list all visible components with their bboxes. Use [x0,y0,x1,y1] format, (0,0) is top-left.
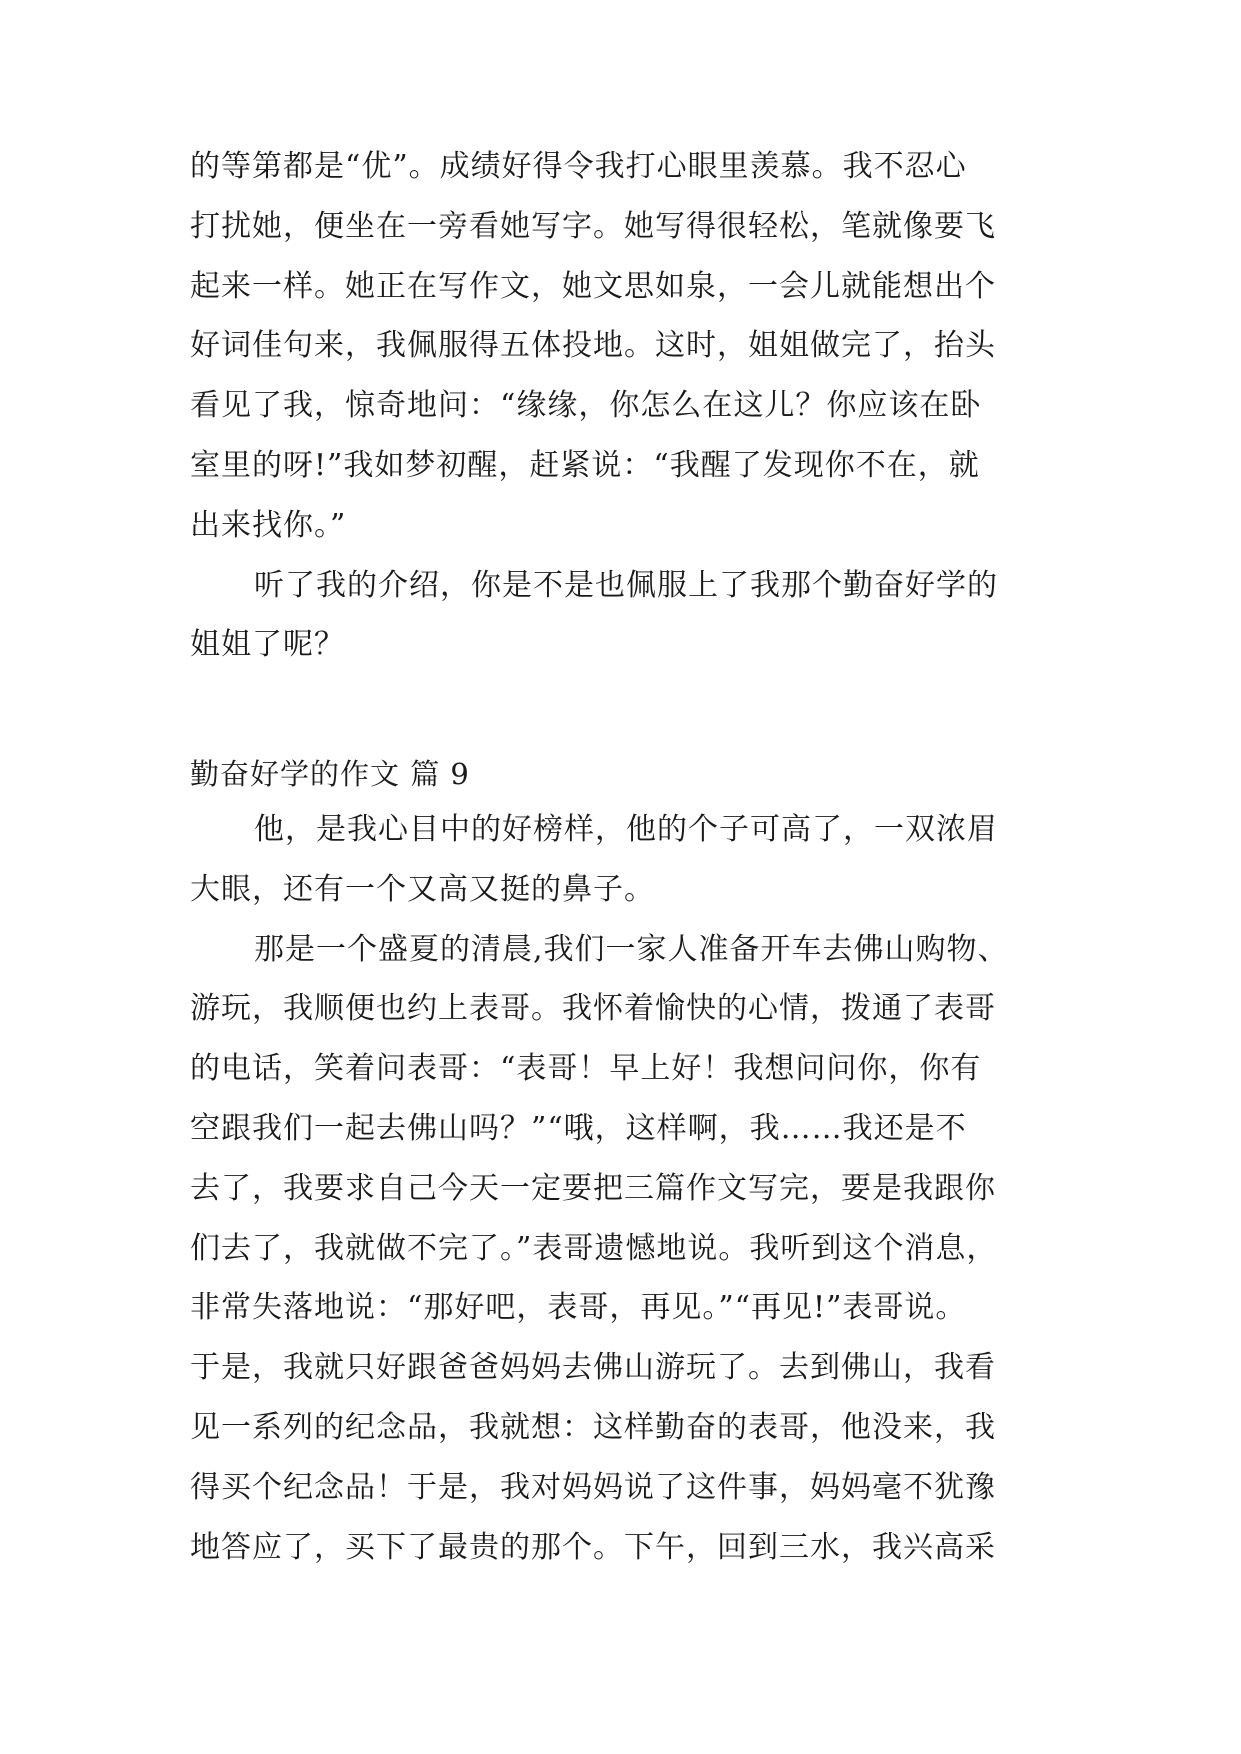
text-line: 室里的呀!”我如梦初醒，赶紧说：“我醒了发现你不在，就 [190,447,980,483]
text-line: 地答应了，买下了最贵的那个。下午，回到三水，我兴高采 [190,1529,996,1565]
text-line: 们去了，我就做不完了。”表哥遗憾地说。我听到这个消息， [190,1230,998,1266]
text-line: 游玩，我顺便也约上表哥。我怀着愉快的心情，拨通了表哥 [190,991,996,1027]
essay-heading: 勤奋好学的作文 篇 9 [190,757,470,791]
text-line: 去了，我要求自己今天一定要把三篇作文写完，要是我跟你 [190,1170,996,1206]
text-line: 他，是我心目中的好榜样，他的个子可高了，一双浓眉 [254,812,998,847]
text-line: 大眼，还有一个又高又挺的鼻子。 [190,871,655,907]
text-line: 看见了我，惊奇地问：“缘缘，你怎么在这儿？你应该在卧 [190,388,982,424]
text-line: 出来找你。” [190,507,347,543]
paragraph-conclusion [190,556,1070,676]
text-line: 好词佳句来，我佩服得五体投地。这时，姐姐做完了，抬头 [190,328,996,364]
text-line: 非常失落地说：“那好吧，表哥，再见。”“再见!”表哥说。 [190,1290,967,1326]
paragraph-intro [190,800,1070,920]
text-line: 空跟我们一起去佛山吗？”“哦，这样啊，我……我还是不 [190,1110,967,1146]
text-line: 得买个纪念品！于是，我对妈妈说了这件事，妈妈毫不犹豫 [190,1469,996,1505]
paragraph-continued [190,137,1070,556]
text-line: 于是，我就只好跟爸爸妈妈去佛山游玩了。去到佛山，我看 [190,1350,996,1386]
paragraph-story [190,920,1070,1578]
text-line: 那是一个盛夏的清晨,我们一家人准备开车去佛山购物、 [254,931,1009,967]
text-line: 姐姐了呢？ [190,627,345,663]
text-line: 见一系列的纪念品，我就想：这样勤奋的表哥，他没来，我 [190,1409,996,1445]
text-line: 起来一样。她正在写作文，她文思如泉，一会儿就能想出个 [190,268,996,304]
text-line: 的等第都是“优”。成绩好得令我打心眼里羡慕。我不忍心 [190,149,967,184]
text-line: 的电话，笑着问表哥：“表哥！早上好！我想问问你，你有 [190,1051,982,1087]
section-2-text [190,800,1070,1577]
section-1-text [190,137,1070,675]
text-line: 打扰她，便坐在一旁看她写字。她写得很轻松，笔就像要飞 [190,208,996,244]
text-line: 听了我的介绍，你是不是也佩服上了我那个勤奋好学的 [254,567,998,603]
